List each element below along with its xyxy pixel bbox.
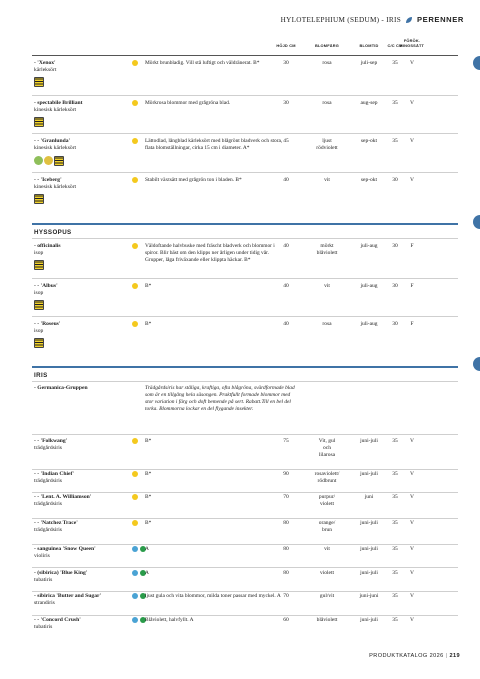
flower-color-cell: ljust rödviolett [316, 138, 338, 151]
section-rule [32, 223, 458, 225]
flower-color-cell: rosa [322, 321, 332, 327]
col-height-header: HÖJD CM [276, 43, 296, 48]
cc-cell: 30 [392, 283, 398, 289]
cc-cell: 35 [392, 570, 398, 576]
water-icon [132, 593, 138, 599]
height-cell: 30 [283, 60, 289, 66]
row-divider [32, 238, 458, 239]
plant-description: Mörkt brunbladig. Vill stå luftigt och väldränerat. B* [145, 60, 260, 66]
bloom-time-cell: juni-juli [360, 617, 378, 623]
plant-name: - - 'Natchez Trace' trädgårdsiris [34, 520, 78, 534]
row-divider [32, 172, 458, 173]
row-divider [32, 133, 458, 134]
catalog-name: PRODUKTKATALOG 2026 [369, 653, 444, 659]
flower-color-cell: vit [324, 546, 330, 552]
bee-icon [34, 194, 44, 204]
row-divider [32, 95, 458, 96]
cc-cell: 35 [392, 494, 398, 500]
flower-color-cell: purpur/ violett [318, 494, 336, 507]
water-icon [132, 617, 138, 623]
plant-name: - - 'Indian Chief' trädgårdsiris [34, 471, 74, 485]
propagation-cell: V [410, 138, 414, 144]
symbol-dots [132, 593, 146, 599]
section-title-hyssopus: HYSSOPUS [34, 229, 72, 236]
flower-color-cell: rosaviolett/ rödbrunt [314, 471, 340, 484]
row-divider [32, 591, 458, 592]
symbol-dots [132, 438, 138, 444]
symbol-dots [132, 283, 138, 289]
bloom-time-cell: juni-juli [360, 520, 378, 526]
bee-icon [34, 338, 44, 348]
bloom-time-cell: juni-juli [360, 438, 378, 444]
plant-description: Stabilt växtsätt med grågrön ton i bladen. B* [145, 177, 242, 183]
symbol-dots [132, 494, 138, 500]
propagation-cell: V [410, 617, 414, 623]
flower-color-cell: orange/ brun [318, 520, 336, 533]
bee-icon [34, 300, 44, 310]
cc-cell: 30 [392, 243, 398, 249]
symbol-dots [132, 177, 138, 183]
plant-description: A [145, 546, 149, 552]
col-cc-header: C/C CM [387, 43, 403, 48]
water-icon [132, 570, 138, 576]
group-description: Trädgårdsiris har ståliga, kraftiga, ofta blågröna, svärdformade blad som är en tillgång hela säsongen. Praktfullt formade blommor med stor variation i färg och doft bemende på sert. Rabatt.Till en bel del torka. Blommorna lockar en del flygande insekter. [145, 385, 295, 412]
symbol-dots [132, 60, 138, 66]
plant-description: Lättodlad, långblad kärleksört med blågrönt bladverk och stora, flata blomställningar, cirka 15 cm i diameter. A* [145, 138, 283, 151]
height-cell: 80 [283, 570, 289, 576]
symbol-dots [132, 471, 138, 477]
plant-description: A [145, 570, 149, 576]
cc-cell: 35 [392, 60, 398, 66]
height-cell: 70 [283, 593, 289, 599]
propagation-cell: F [410, 321, 414, 327]
section-tab-marker [473, 56, 480, 70]
propagation-cell: V [410, 546, 414, 552]
row-divider [32, 492, 458, 493]
flower-color-cell: vit [324, 177, 330, 183]
row-divider [32, 469, 458, 470]
flower-color-cell: gul/vit [319, 593, 335, 599]
plant-description: B* [145, 321, 152, 327]
propagation-cell: V [410, 100, 414, 106]
flower-color-cell: rosa [322, 60, 332, 66]
propagation-cell: F [410, 283, 414, 289]
col-flower-color-header: BLOMFÄRG [314, 43, 340, 48]
propagation-cell: V [410, 177, 414, 183]
bloom-time-cell: juli-aug [360, 283, 378, 289]
plant-name: - (sibirica) 'Blue King' tubatiris [34, 570, 88, 584]
row-divider [32, 544, 458, 545]
height-cell: 75 [283, 438, 289, 444]
page-header [281, 15, 464, 24]
plant-description: Mörkrosa blommor med grågröna blad. [145, 100, 231, 106]
flower-color-cell: Vit, gul och lilarosa [318, 438, 336, 458]
symbol-dots [132, 321, 138, 327]
header-section-title: PERENNER [417, 15, 464, 24]
height-cell: 60 [283, 617, 289, 623]
symbol-dots [132, 546, 146, 552]
plant-description: Blåviolett, halvfyllt. A [145, 617, 194, 623]
plant-name: - officinalis isop [34, 243, 61, 257]
leaf-icon [405, 16, 413, 24]
row-divider [32, 278, 458, 279]
cc-cell: 30 [392, 177, 398, 183]
col-propagation-header: FÖRÖK. NINGSSÄTT [399, 38, 425, 48]
bee-icon [34, 77, 44, 87]
header-rule [32, 55, 458, 56]
height-cell: 90 [283, 471, 289, 477]
propagation-cell: V [410, 438, 414, 444]
flower-color-cell: violett [319, 570, 335, 576]
flower-color-cell: rosa [322, 100, 332, 106]
header-left-title: HYLOTELEPHIUM (SEDUM) - IRIS [280, 15, 401, 24]
sun-icon [132, 60, 138, 66]
group-name: - Germanica-Gruppen [34, 385, 88, 391]
row-divider [32, 518, 458, 519]
symbol-dots [132, 570, 146, 576]
plant-name: - - 'Granlunda' kinesisk kärleksört [34, 138, 77, 152]
cc-cell: 35 [392, 471, 398, 477]
height-cell: 80 [283, 520, 289, 526]
height-cell: 45 [283, 138, 289, 144]
sun-icon [132, 283, 138, 289]
sun-icon [132, 243, 138, 249]
plant-description: B* [145, 494, 152, 500]
plant-name: - - 'Folkwang' trädgårdsiris [34, 438, 68, 452]
plant-name: - - 'Roseus' isop [34, 321, 61, 335]
sun-icon [132, 177, 138, 183]
bloom-time-cell: juli-aug [360, 243, 378, 249]
cc-cell: 35 [392, 520, 398, 526]
plant-name: - 'Xenox' kärleksört [34, 60, 57, 74]
bee-icon [34, 260, 44, 270]
bloom-time-cell: sep-okt [360, 177, 378, 183]
pollinator-icon [44, 156, 53, 165]
bee-icon [34, 117, 44, 127]
plant-name: - - 'Lent. A. Williamson' trädgårdsiris [34, 494, 92, 508]
propagation-cell: V [410, 471, 414, 477]
bloom-time-cell: juni-juli [360, 546, 378, 552]
cc-cell: 35 [392, 138, 398, 144]
section-tab-marker [473, 215, 480, 229]
plant-name: - - 'Concord Crush' tubatiris [34, 617, 81, 631]
flower-color-cell: blåviolett [316, 617, 338, 623]
height-cell: 40 [283, 243, 289, 249]
plant-name: - - 'Albus' isop [34, 283, 58, 297]
plant-description: B* [145, 438, 152, 444]
page-footer: PRODUKTKATALOG 2026 | 219 [369, 653, 460, 659]
propagation-cell: V [410, 60, 414, 66]
height-cell: 40 [283, 321, 289, 327]
sun-icon [132, 100, 138, 106]
height-cell: 80 [283, 546, 289, 552]
bloom-time-cell: juni-juni [359, 593, 379, 599]
plant-name: - sanguinea 'Snow Queen' violiris [34, 546, 96, 560]
row-divider [32, 381, 458, 382]
height-cell: 40 [283, 177, 289, 183]
row-divider [32, 316, 458, 317]
bloom-time-cell: juni-juli [360, 471, 378, 477]
plant-description: ljust gula och vita blommor, milda toner passar med myckel. A [145, 593, 281, 599]
cc-cell: 35 [392, 593, 398, 599]
bloom-time-cell: juli-aug [360, 321, 378, 327]
symbol-dots [132, 243, 138, 249]
bloom-time-cell: juni-juli [360, 570, 378, 576]
sun-icon [132, 471, 138, 477]
plant-name: - sibirica 'Butter and Sugar' strandiris [34, 593, 102, 607]
plant-name: - spectabile Brilliant kinesisk kärleksört [34, 100, 83, 114]
plant-description: B* [145, 471, 152, 477]
symbol-dots [132, 100, 138, 106]
cc-cell: 35 [392, 438, 398, 444]
row-divider [32, 434, 458, 435]
propagation-cell: F [410, 243, 414, 249]
cc-cell: 35 [392, 100, 398, 106]
sun-icon [132, 138, 138, 144]
section-rule [32, 366, 458, 368]
section-title-iris: IRIS [34, 372, 48, 379]
bee-icon [54, 156, 64, 166]
symbol-dots [132, 617, 146, 623]
bloom-time-cell: aug-sep [360, 100, 378, 106]
flower-color-cell: vit [324, 283, 330, 289]
symbol-dots [132, 520, 138, 526]
cc-cell: 35 [392, 617, 398, 623]
propagation-cell: V [410, 570, 414, 576]
water-icon [132, 546, 138, 552]
bloom-time-cell: juli-sep [360, 60, 378, 66]
bloom-time-cell: juni [364, 494, 374, 500]
sun-icon [132, 438, 138, 444]
page-number: 219 [449, 653, 460, 659]
propagation-cell: V [410, 593, 414, 599]
height-cell: 30 [283, 100, 289, 106]
plant-description: Väldoftande halvbuske med fräscht bladverk och blommor i spiror. Blir bäst om den klipps ner årligen under tidig vår. Grupper, låga friväxande eller klippta häckar. B* [145, 243, 275, 263]
row-divider [32, 567, 458, 568]
plant-description: B* [145, 283, 152, 289]
section-tab-marker [473, 357, 480, 371]
symbol-dots [132, 138, 138, 144]
bloom-time-cell: sep-okt [360, 138, 378, 144]
col-bloom-time-header: BLOMTID [359, 43, 379, 48]
butterfly-icon [34, 156, 43, 165]
height-cell: 40 [283, 283, 289, 289]
propagation-cell: V [410, 520, 414, 526]
plant-description: B* [145, 520, 152, 526]
sun-icon [132, 321, 138, 327]
sun-icon [132, 520, 138, 526]
height-cell: 70 [283, 494, 289, 500]
flower-color-cell: mörkt blåviolett [316, 243, 338, 256]
cc-cell: 30 [392, 321, 398, 327]
propagation-cell: V [410, 494, 414, 500]
cc-cell: 35 [392, 546, 398, 552]
plant-name: - - 'Iceberg' kinesisk kärleksört [34, 177, 77, 191]
sun-icon [132, 494, 138, 500]
row-divider [32, 615, 458, 616]
